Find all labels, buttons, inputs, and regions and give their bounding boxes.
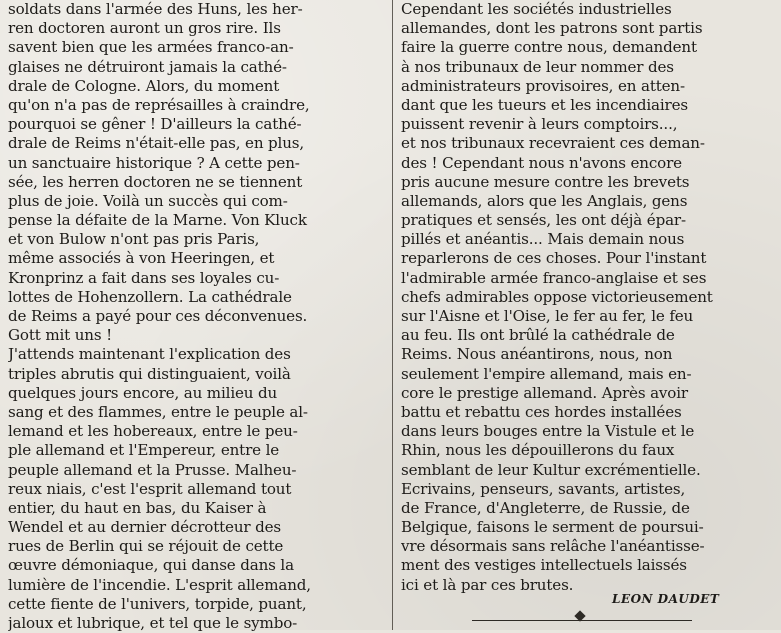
right-line: allemands, alors que les Anglais, gens xyxy=(401,191,688,210)
left-line: même associés à von Heeringen, et xyxy=(8,249,275,268)
left-line: lumière de l'incendie. L'esprit allemand, xyxy=(8,575,311,594)
right-line: ment des vestiges intellectuels laissés xyxy=(401,556,687,575)
right-line: pillés et anéantis... Mais demain nous xyxy=(401,230,685,249)
left-line: sée, les herren doctoren ne se tiennent xyxy=(8,172,303,191)
left-line: de Reims a payé pour ces déconvenues. xyxy=(8,307,308,325)
left-line: savent bien que les armées franco-an- xyxy=(8,38,294,57)
right-line: administrateurs provisoires, en atten- xyxy=(401,76,685,95)
left-line: qu'on n'a pas de représailles à craindre, xyxy=(8,95,310,114)
left-line: rues de Berlin qui se réjouit de cette xyxy=(8,537,284,556)
left-line: pense la défaite de la Marne. Von Kluck xyxy=(8,211,307,230)
right-line: ici et là par ces brutes. xyxy=(401,575,574,594)
right-line: Belgique, faisons le serment de poursui- xyxy=(401,518,704,537)
left-line: et von Bulow n'ont pas pris Paris, xyxy=(8,230,260,249)
right-line: à nos tribunaux de leur nommer des xyxy=(401,57,674,76)
left-line: ple allemand et l'Empereur, entre le xyxy=(8,441,280,460)
left-line: cette fiente de l'univers, torpide, puant, xyxy=(8,594,307,613)
right-line: allemandes, dont les patrons sont partis xyxy=(401,19,703,38)
left-line: drale de Cologne. Alors, du moment xyxy=(8,76,280,95)
right-line: pratiques et sensés, les ont déjà épar- xyxy=(401,211,686,230)
right-line: dant que les tueurs et les incendiaires xyxy=(401,95,688,114)
left-line: plus de joie. Voilà un succès qui com- xyxy=(8,191,288,210)
left-line: lottes de Hohenzollern. La cathédrale xyxy=(8,287,292,306)
left-line: reux niais, c'est l'esprit allemand tout xyxy=(8,479,292,498)
right-line: seulement l'empire allemand, mais en- xyxy=(401,364,692,383)
right-line: puissent revenir à leurs comptoirs..., xyxy=(401,115,678,134)
left-line: un sanctuaire historique ? A cette pen- xyxy=(8,153,300,172)
left-line: Gott mit uns ! xyxy=(8,326,113,345)
right-line: Ecrivains, penseurs, savants, artistes, xyxy=(401,479,686,498)
right-line: semblant de leur Kultur excrémentielle. xyxy=(401,460,701,479)
right-line: Rhin, nous les dépouillerons du faux xyxy=(401,441,675,460)
right-line: des ! Cependant nous n'avons encore xyxy=(401,153,682,172)
left-line: J'attends maintenant l'explication des xyxy=(8,345,291,364)
left-line: œuvre démoniaque, qui danse dans la xyxy=(8,556,294,575)
column-divider xyxy=(392,0,393,630)
right-line: Cependant les sociétés industrielles xyxy=(401,0,672,18)
bottom-separator-rule xyxy=(472,620,692,621)
right-line: Reims. Nous anéantirons, nous, non xyxy=(401,345,673,364)
right-column xyxy=(401,0,775,595)
left-line: entier, du haut en bas, du Kaiser à xyxy=(8,498,267,517)
right-line: battu et rebattu ces hordes installées xyxy=(401,402,682,421)
right-line: et nos tribunaux recevraient ces deman- xyxy=(401,134,705,153)
right-line: core le prestige allemand. Après avoir xyxy=(401,383,688,402)
left-line: jaloux et lubrique, et tel que le symbo- xyxy=(8,614,298,632)
left-line: Wendel et au dernier décrotteur des xyxy=(8,518,282,537)
left-line: Kronprinz a fait dans ses loyales cu- xyxy=(8,268,280,287)
left-line: sang et des flammes, entre le peuple al- xyxy=(8,402,308,421)
left-line: ren doctoren auront un gros rire. Ils xyxy=(8,19,281,38)
left-line: lemand et les hobereaux, entre le peu- xyxy=(8,422,298,441)
left-line: triples abrutis qui distinguaient, voilà xyxy=(8,364,291,383)
left-line: quelques jours encore, au milieu du xyxy=(8,383,278,402)
right-line: de France, d'Angleterre, de Russie, de xyxy=(401,498,690,517)
left-line: peuple allemand et la Prusse. Malheu- xyxy=(8,460,297,479)
left-line: soldats dans l'armée des Huns, les her- xyxy=(8,0,303,18)
right-line: au feu. Ils ont brûlé la cathédrale de xyxy=(401,326,675,345)
left-line: pourquoi se gêner ! D'ailleurs la cathé- xyxy=(8,115,302,134)
right-line: l'admirable armée franco-anglaise et ses xyxy=(401,268,707,287)
right-line: chefs admirables oppose victorieusement xyxy=(401,287,713,306)
left-line: glaises ne détruiront jamais la cathé- xyxy=(8,57,287,76)
right-line: faire la guerre contre nous, demandent xyxy=(401,38,697,57)
left-column xyxy=(8,0,384,633)
right-line: pris aucune mesure contre les brevets xyxy=(401,172,690,191)
right-line: reparlerons de ces choses. Pour l'instant xyxy=(401,249,707,268)
right-line: dans leurs bouges entre la Vistule et le xyxy=(401,422,695,441)
right-line: vre désormais sans relâche l'anéantisse- xyxy=(401,537,705,556)
author-signature: LEON DAUDET xyxy=(612,592,720,606)
left-line: drale de Reims n'était-elle pas, en plus, xyxy=(8,134,305,153)
right-line: sur l'Aisne et l'Oise, le fer au fer, le feu xyxy=(401,307,694,325)
